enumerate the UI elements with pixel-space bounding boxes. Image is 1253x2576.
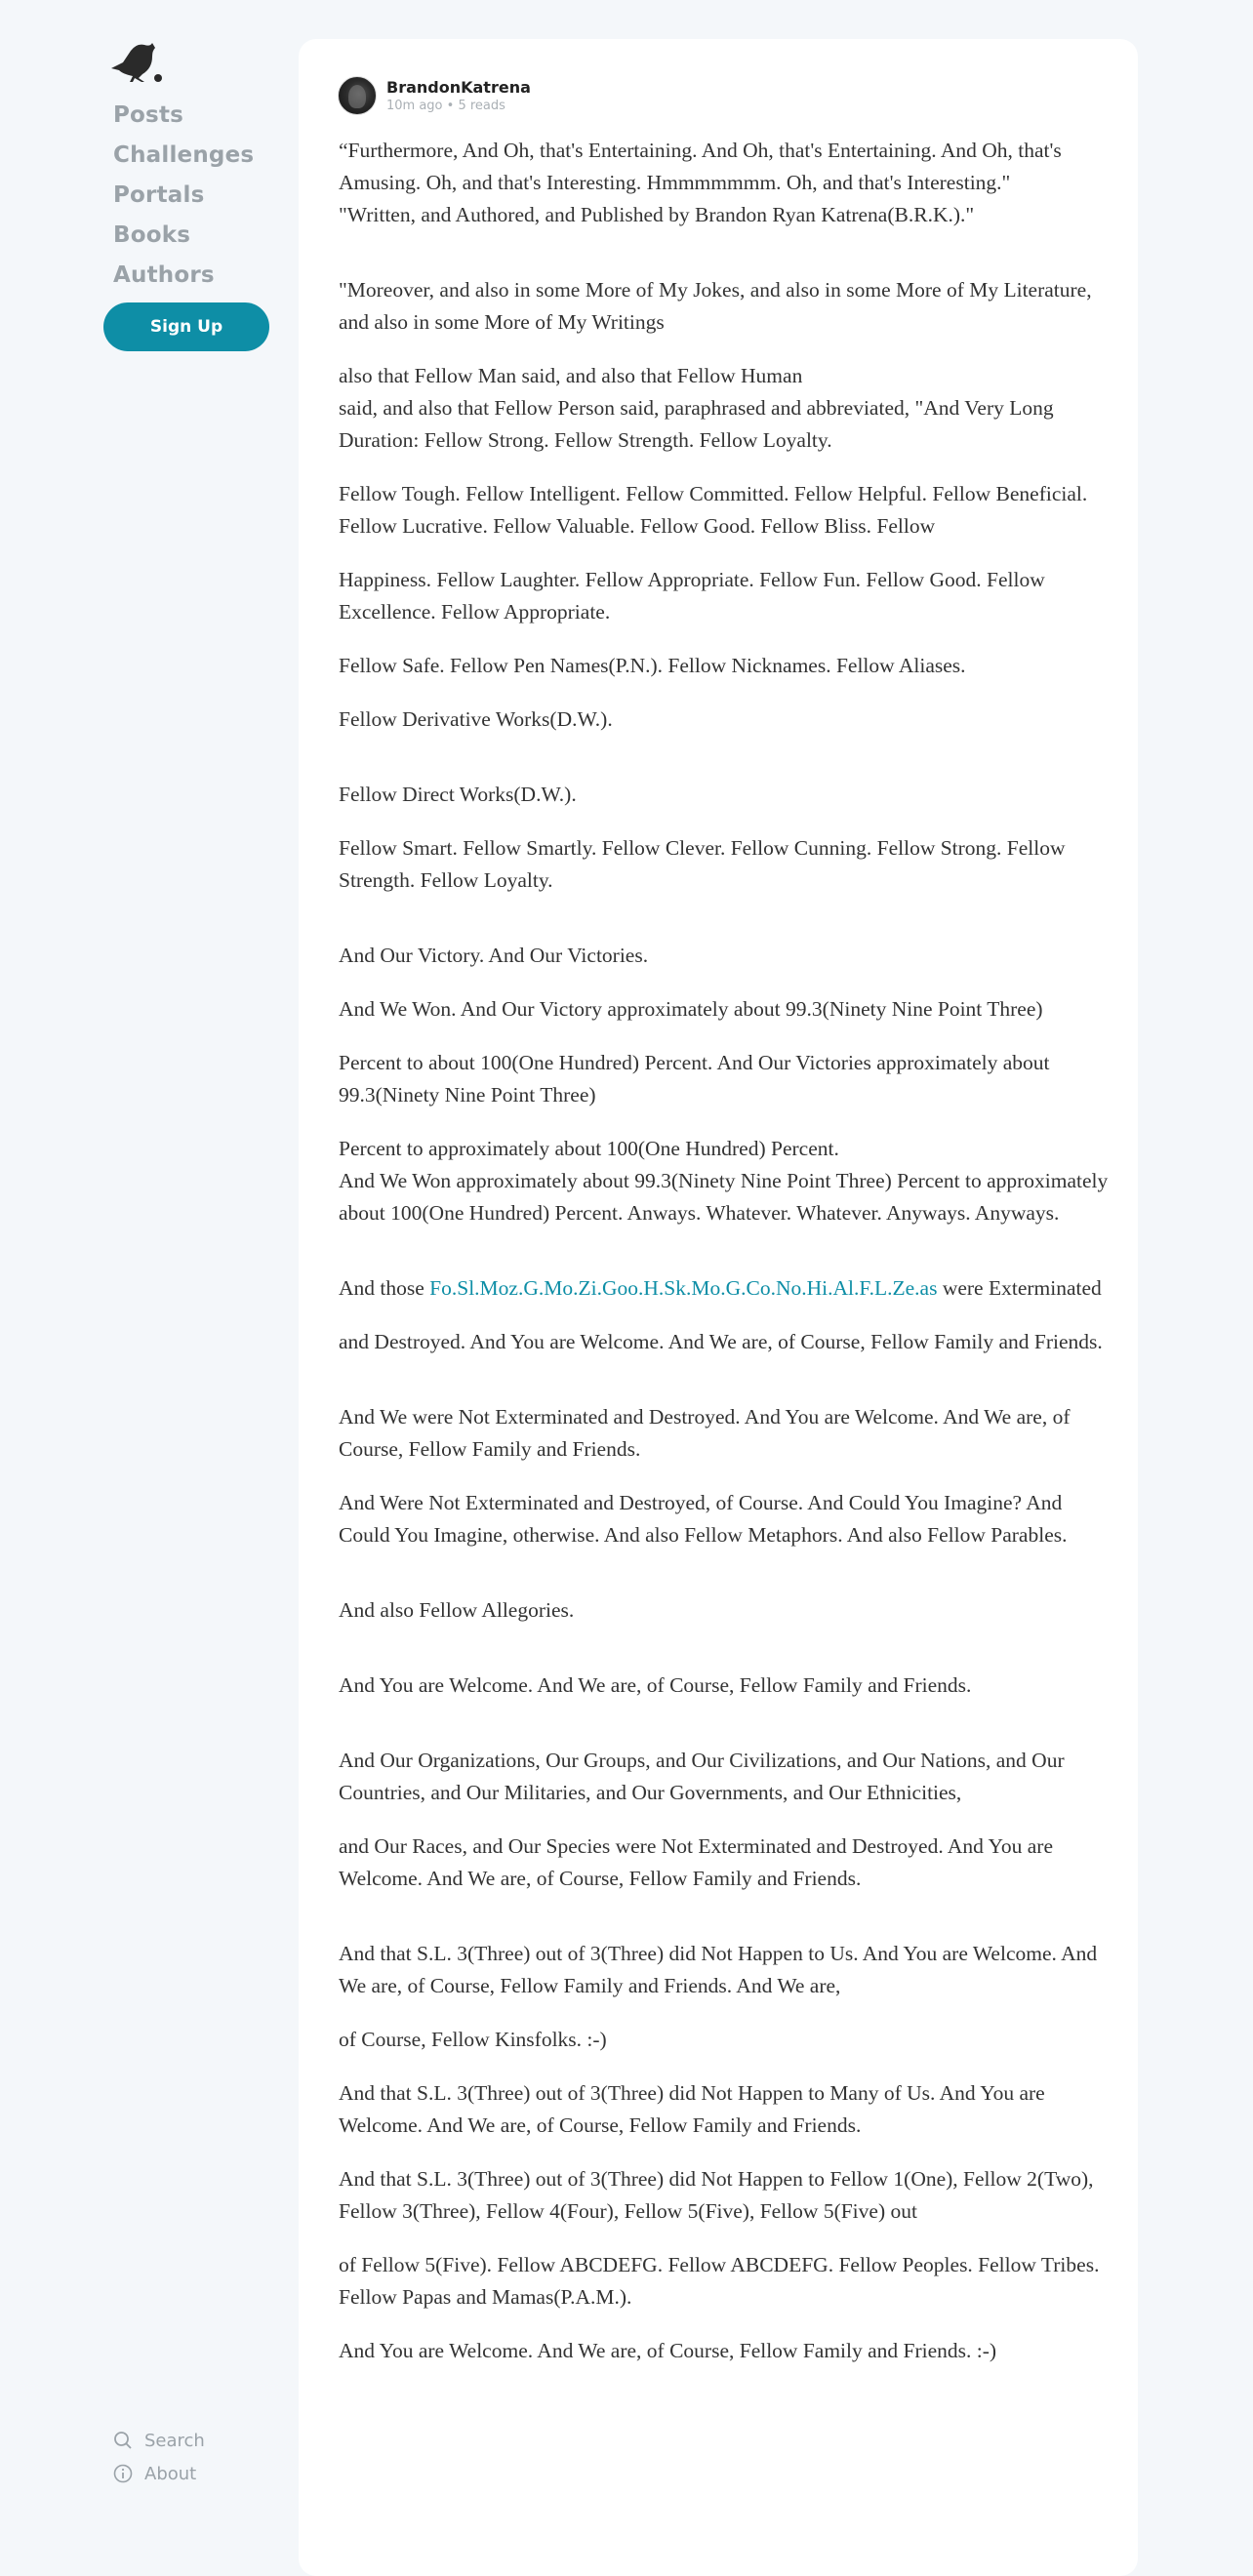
- post-card: [299, 39, 1138, 2576]
- raven-logo-icon[interactable]: [109, 39, 168, 86]
- paragraph: Fellow Tough. Fellow Intelligent. Fellow Committed. Fellow Helpful. Fellow Beneficial. Fellow Lucrative. Fellow Valuable. Fellow Good. Fellow Bliss. Fellow: [339, 482, 1088, 538]
- paragraph: And that S.L. 3(Three) out of 3(Three) did Not Happen to Many of Us. And You are Welcome. And We are, of Course, Fellow Family and Friends.: [339, 2081, 1045, 2137]
- paragraph: of Fellow 5(Five). Fellow ABCDEFG. Fellow ABCDEFG. Fellow Peoples. Fellow Tribes. Fellow Papas and Mamas(P.A.M.).: [339, 2253, 1100, 2309]
- paragraph: Fellow Safe. Fellow Pen Names(P.N.). Fellow Nicknames. Fellow Aliases.: [339, 654, 966, 677]
- search-icon: [113, 2431, 133, 2450]
- post-meta: 10m ago • 5 reads: [386, 99, 505, 113]
- paragraph: of Course, Fellow Kinsfolks. :-): [339, 2028, 607, 2051]
- intro-line-2: "Written, and Authored, and Published by Brandon Ryan Katrena(B.R.K.).": [339, 203, 975, 226]
- paragraph-line: also that Fellow Man said, and also that Fellow Human: [339, 364, 803, 387]
- paragraph: and Our Races, and Our Species were Not Exterminated and Destroyed. And You are Welcome. And We are, of Course, Fellow Family and Friends.: [339, 1834, 1053, 1890]
- sign-up-button[interactable]: Sign Up: [103, 302, 269, 351]
- nav-item-posts[interactable]: Posts: [113, 102, 184, 128]
- paragraph: And You are Welcome. And We are, of Course, Fellow Family and Friends. :-): [339, 2339, 997, 2362]
- tag-link[interactable]: Fo.Sl.Moz.G.Mo.Zi.Goo.H.Sk.Mo.G.Co.No.Hi.Al.F.L.Ze.as: [429, 1276, 938, 1300]
- about-label: About: [144, 2463, 197, 2484]
- author-name[interactable]: BrandonKatrena: [386, 78, 531, 97]
- paragraph: "Moreover, and also in some More of My Jokes, and also in some More of My Literature, and also in some More of My Writings: [339, 278, 1092, 334]
- paragraph-line: And We Won approximately about 99.3(Ninety Nine Point Three) Percent to approximately about 100(One Hundred) Percent. Anways. Whatever. Whatever. Anyways. Anyways.: [339, 1169, 1109, 1225]
- paragraph: Fellow Derivative Works(D.W.).: [339, 707, 613, 731]
- about-link[interactable]: [113, 2457, 205, 2490]
- paragraph: And Our Organizations, Our Groups, and Our Civilizations, and Our Nations, and Our Countries, and Our Militaries, and Our Governments, and Our Ethnicities,: [339, 1749, 1065, 1804]
- paragraph: And also Fellow Allegories.: [339, 1598, 575, 1622]
- paragraph: Fellow Direct Works(D.W.).: [339, 783, 577, 806]
- paragraph: And Were Not Exterminated and Destroyed, of Course. And Could You Imagine? And Could You Imagine, otherwise. And also Fellow Metaphors. And also Fellow Parables.: [339, 1491, 1068, 1547]
- paragraph: And that S.L. 3(Three) out of 3(Three) did Not Happen to Us. And You are Welcome. And We are, of Course, Fellow Family and Friends. And We are,: [339, 1942, 1098, 1997]
- paragraph-line: Percent to approximately about 100(One Hundred) Percent.: [339, 1137, 839, 1160]
- nav-item-books[interactable]: Books: [113, 222, 191, 248]
- paragraph-text: And those: [339, 1276, 430, 1300]
- bottom-links: [113, 2424, 205, 2490]
- paragraph: And Our Victory. And Our Victories.: [339, 944, 649, 967]
- paragraph: [339, 1133, 1110, 1229]
- paragraph: Fellow Smart. Fellow Smartly. Fellow Clever. Fellow Cunning. Fellow Strong. Fellow Strength. Fellow Loyalty.: [339, 836, 1066, 892]
- author-header: [338, 76, 531, 115]
- search-link[interactable]: [113, 2424, 205, 2457]
- search-label: Search: [144, 2430, 205, 2451]
- avatar[interactable]: [338, 76, 377, 115]
- intro-line-1: “Furthermore, And Oh, that's Entertaining. And Oh, that's Entertaining. And Oh, that's Amusing. Oh, and that's Interesting. Hmmmmmmm. Oh, and that's Interesting.": [339, 139, 1062, 194]
- post-body: [339, 135, 1110, 2389]
- nav-item-portals[interactable]: Portals: [113, 182, 205, 208]
- paragraph: [339, 360, 1110, 457]
- paragraph-text: were Exterminated: [937, 1276, 1102, 1300]
- info-icon: [113, 2464, 133, 2483]
- intro-paragraph: [339, 135, 1110, 231]
- paragraph: And that S.L. 3(Three) out of 3(Three) did Not Happen to Fellow 1(One), Fellow 2(Two), Fellow 3(Three), Fellow 4(Four), Fellow 5(Five), Fellow 5(Five) out: [339, 2167, 1094, 2223]
- paragraph: Happiness. Fellow Laughter. Fellow Appropriate. Fellow Fun. Fellow Good. Fellow Excellence. Fellow Appropriate.: [339, 568, 1045, 624]
- paragraph: And We were Not Exterminated and Destroyed. And You are Welcome. And We are, of Course, Fellow Family and Friends.: [339, 1405, 1071, 1461]
- paragraph: Percent to about 100(One Hundred) Percent. And Our Victories approximately about 99.3(Ninety Nine Point Three): [339, 1051, 1050, 1107]
- paragraph: And You are Welcome. And We are, of Course, Fellow Family and Friends.: [339, 1673, 972, 1697]
- paragraph: and Destroyed. And You are Welcome. And We are, of Course, Fellow Family and Friends.: [339, 1330, 1103, 1353]
- nav-item-challenges[interactable]: Challenges: [113, 142, 255, 168]
- paragraph: [339, 1272, 1110, 1305]
- paragraph: And We Won. And Our Victory approximately about 99.3(Ninety Nine Point Three): [339, 997, 1043, 1021]
- nav-item-authors[interactable]: Authors: [113, 262, 215, 288]
- main-nav: [113, 96, 254, 296]
- paragraph-line: said, and also that Fellow Person said, paraphrased and abbreviated, "And Very Long Duration: Fellow Strong. Fellow Strength. Fellow Loyalty.: [339, 396, 1054, 452]
